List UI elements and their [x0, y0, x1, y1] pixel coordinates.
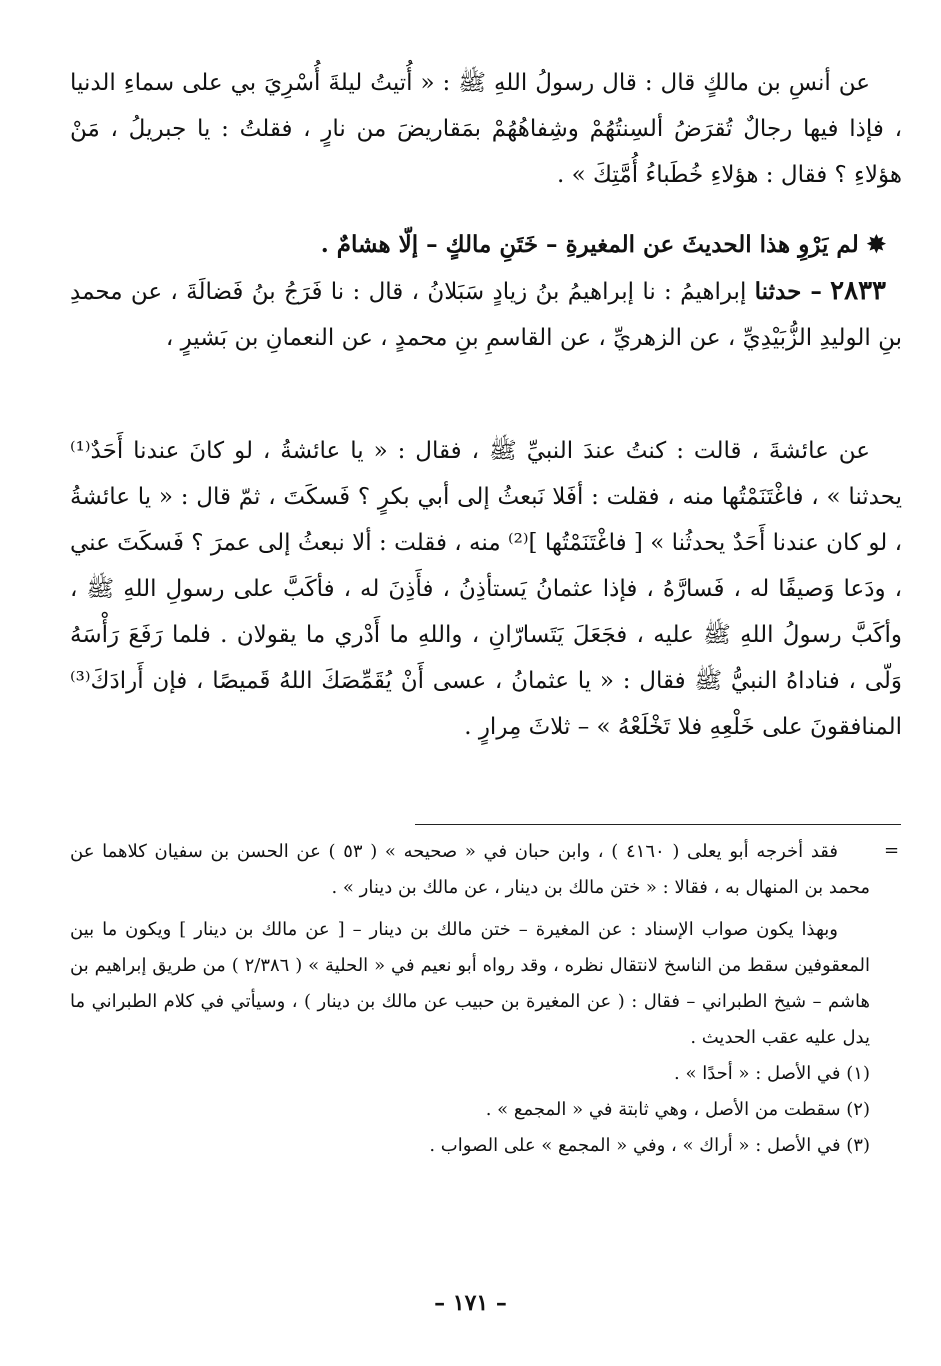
footnote-2: (٢) سقطت من الأصل ، وهي ثابتة في « المجمع » . — [485, 1099, 870, 1120]
hadith-anas-text: عن أنسِ بن مالكٍ قال : قال رسولُ اللهِ ﷺ : « أُتيتُ ليلةَ أُسْرِيَ بي على سماءِ الدنيا ، فإذا فيها رجالٌ تُقرَضُ ألسِنتُهُمْ وشِفاهُهُمْ بمَقاريضَ من نارٍ ، فقلتُ : يا جبريلُ ، مَنْ هؤلاءِ ؟ فقال : هؤلاءِ خُطَباءُ أُمَّتِكَ » . — [70, 70, 902, 188]
hadith-lead: – حدثنا — [754, 278, 822, 305]
matn-text: عن عائشةَ ، قالت : كنتُ عندَ النبيِّ ﷺ ، فقال : « يا عائشةُ ، لو كانَ عندنا أَحَدٌ⁽¹⁾ يحدثنا » ، فاغْتَنَمْتُها منه ، فقلت : أفَلا نَبعثُ إلى أبي بكرٍ ؟ فَسكَتَ ، ثمّ قال : « يا عائشةُ ، لو كان عندنا أَحَدٌ يحدثُنا » [ فاغْتَنَمْتُها ]⁽²⁾ منه ، فقلت : ألا نبعثُ إلى عمرَ ؟ فَسكَتَ عني ، ودَعا وَصيفًا له ، فَسارَّهُ ، فإذا عثمانُ يَستأذِنُ ، فأَذِنَ له ، فأكَبَّ على رسولِ اللهِ ﷺ ، وأكَبَّ رسولُ اللهِ ﷺ عليه ، فجَعَلَ يَتَسارّانِ ، واللهِ ما أَدْري ما يقولان . فلما رَفَعَ رَأْسَهُ وَلّى ، فناداهُ النبيُّ ﷺ فقال : « يا عثمانُ ، عسى أَنْ يُقَمِّصَكَ اللهُ قَميصًا ، فإن أَرادَكَ⁽³⁾ المنافقونَ على خَلْعِهِ فلا تَخْلَعْهُ » – ثلاثَ مِرارٍ . — [70, 438, 902, 740]
narration-note-text: ✸ لم يَرْوِ هذا الحديثَ عن المغيرةِ – خَتَنِ مالكٍ – إلّا هشامٌ . — [320, 231, 886, 258]
hadith-anas-paragraph — [70, 60, 902, 198]
footnote-continuation-1: فقد أخرجه أبو يعلى ( ٤١٦٠ ) ، وابن حبان في « صحيحه » ( ٥٣ ) عن الحسن بن سفيان كلاهما عن محمد بن المنهال به ، فقالا : « ختن مالك بن دينار ، عن مالك بن دينار » . — [70, 841, 870, 898]
footnote-3: (٣) في الأصل : « أراك » ، وفي « المجمع » على الصواب . — [429, 1135, 870, 1156]
footnotes-section — [70, 834, 870, 1164]
page-number: – ١٧١ – — [434, 1290, 507, 1316]
narration-note — [70, 222, 902, 268]
hadith-2833-isnad — [70, 268, 902, 361]
hadith-number: ٢٨٣٣ — [830, 276, 886, 306]
footnote-1: (١) في الأصل : « أحدًا » . — [674, 1063, 870, 1084]
isnad-text: إبراهيمُ : نا إبراهيمُ بنُ زيادٍ سَبَلانُ ، قال : نا فَرَجُ بنُ فَضالَةَ ، عن محمدِ بنِ الوليدِ الزُّبَيْدِيِّ ، عن الزهريِّ ، عن القاسمِ بنِ محمدٍ ، عن النعمانِ بن بَشيرٍ ، — [70, 279, 902, 351]
footnote-divider — [415, 824, 901, 825]
footnote-continuation-2: وبهذا يكون صواب الإسناد : عن المغيرة – ختن مالك بن دينار – [ عن مالك بن دينار ] ويكون ما بين المعقوفين سقط من الناسخ لانتقال نظره ، وقد رواه أبو نعيم في « الحلية » ( ٢/٣٨٦ ) من طريق إبراهيم بن هاشم – شيخ الطبراني – فقال : ( عن المغيرة بن حبيب عن مالك بن دينار ) ، وسيأتي في كلام الطبراني ما يدل عليه عقب الحديث . — [70, 919, 870, 1048]
hadith-2833-matn — [70, 428, 902, 750]
continuation-mark: = — [884, 840, 900, 861]
